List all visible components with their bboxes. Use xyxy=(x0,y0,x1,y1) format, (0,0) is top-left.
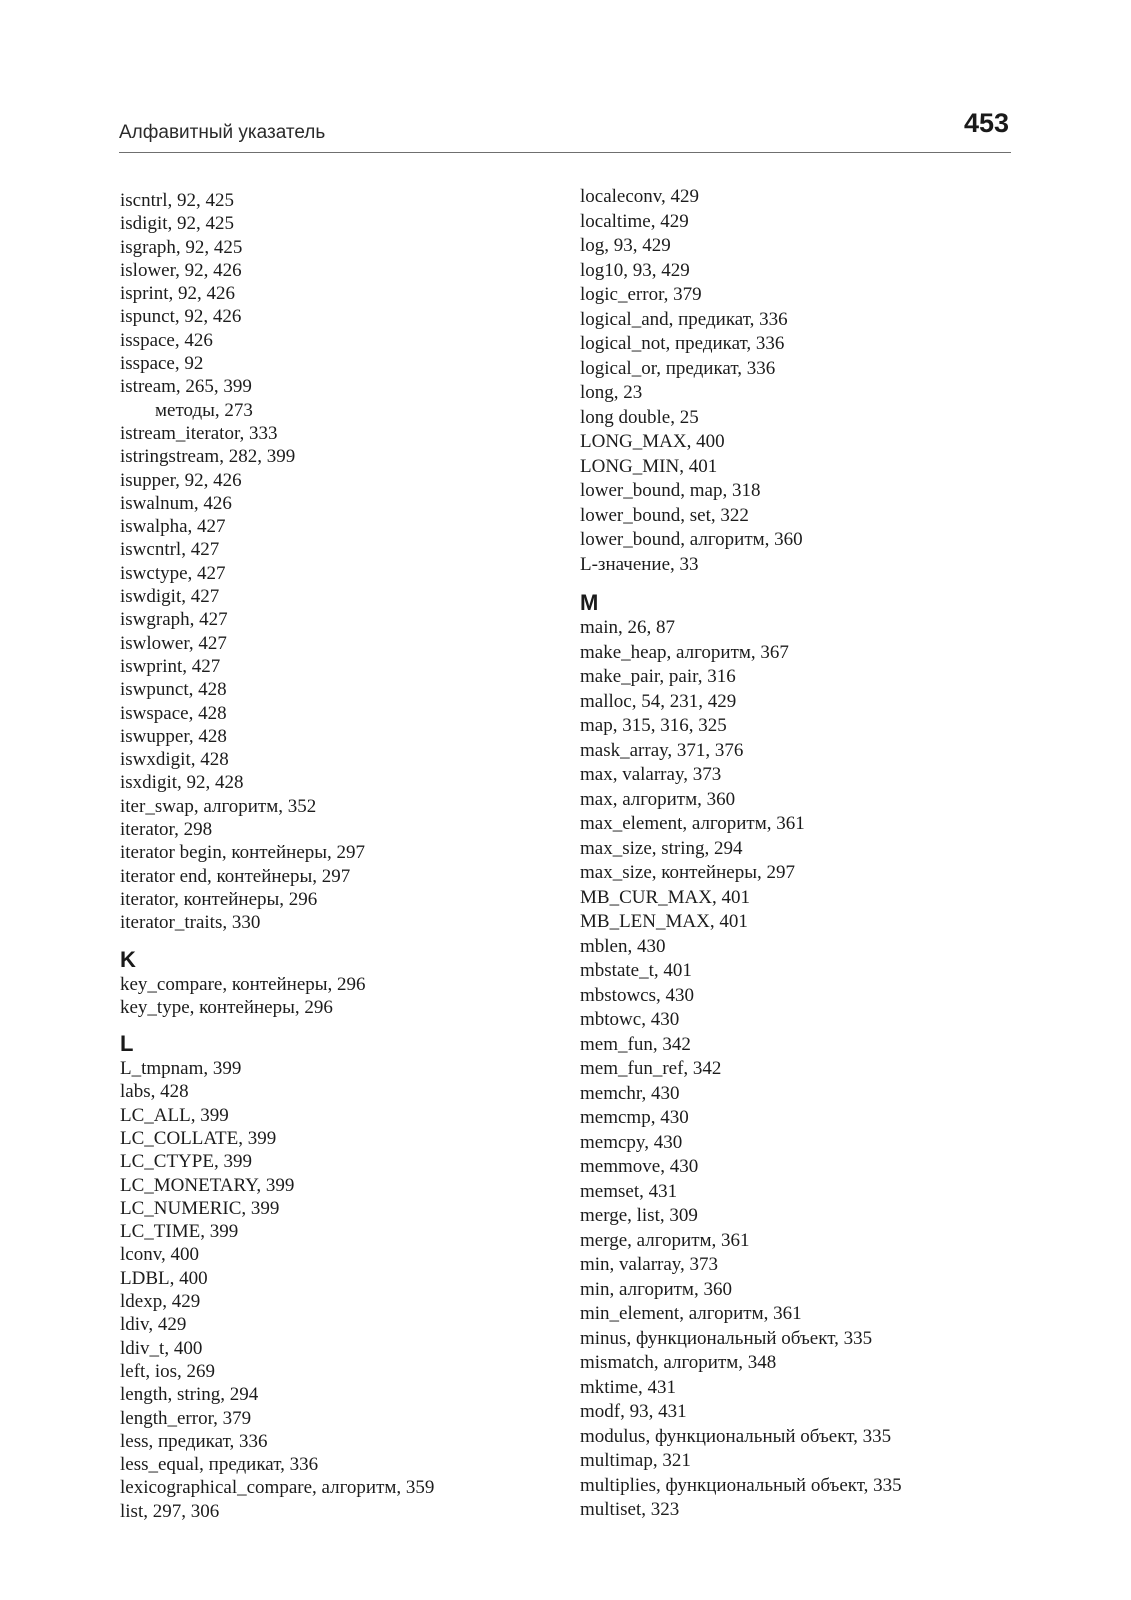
index-entry: MB_LEN_MAX, 401 xyxy=(580,911,748,932)
index-entry: LC_MONETARY, 399 xyxy=(120,1174,295,1196)
index-column-right xyxy=(580,185,1020,1523)
index-entry: make_heap, алгоритм, 367 xyxy=(580,641,789,663)
index-entry: LC_CTYPE, 399 xyxy=(120,1151,252,1173)
index-entry: isupper, 92, 426 xyxy=(120,469,242,491)
index-entry: iswlower, 427 xyxy=(120,632,227,654)
running-title: Алфавитный указатель xyxy=(119,122,326,143)
index-entry: LONG_MAX, 400 xyxy=(580,431,725,452)
index-entry: LONG_MIN, 401 xyxy=(580,455,718,477)
index-letter-heading: K xyxy=(120,946,136,972)
index-entry: minus, функциональный объект, 335 xyxy=(580,1327,873,1349)
index-entry: MB_CUR_MAX, 401 xyxy=(580,886,750,908)
index-entry: less, предикат, 336 xyxy=(120,1430,268,1452)
index-entry: logical_or, предикат, 336 xyxy=(580,357,776,379)
index-entry: min, valarray, 373 xyxy=(580,1254,719,1275)
index-entry: less_equal, предикат, 336 xyxy=(120,1454,319,1476)
index-entry: long, 23 xyxy=(580,382,643,403)
index-entry: mbstate_t, 401 xyxy=(580,960,692,981)
index-entry: iswctype, 427 xyxy=(120,562,226,584)
index-entry: length_error, 379 xyxy=(120,1407,252,1429)
index-entry: iterator_traits, 330 xyxy=(120,912,261,934)
index-entry: isprint, 92, 426 xyxy=(120,283,236,305)
index-entry: max_size, контейнеры, 297 xyxy=(580,862,795,883)
index-entry: L-значение, 33 xyxy=(580,553,699,575)
index-entry: iswxdigit, 428 xyxy=(120,749,229,771)
index-entry: left, ios, 269 xyxy=(120,1360,215,1382)
index-entry: iscntrl, 92, 425 xyxy=(120,190,234,211)
index-entry: lower_bound, алгоритм, 360 xyxy=(580,529,803,550)
index-entry: iswspace, 428 xyxy=(120,702,227,724)
index-entry: LC_ALL, 399 xyxy=(120,1104,229,1126)
index-entry: iswcntrl, 427 xyxy=(120,539,220,561)
index-entry: logical_and, предикат, 336 xyxy=(580,308,788,330)
index-entry: istream_iterator, 333 xyxy=(120,422,278,444)
index-entry: mem_fun, 342 xyxy=(580,1033,691,1055)
index-entry: iswprint, 427 xyxy=(120,655,221,677)
index-entry: ldiv, 429 xyxy=(120,1314,187,1336)
index-entry: multiplies, функциональный объект, 335 xyxy=(580,1474,902,1496)
index-entry: mblen, 430 xyxy=(580,935,666,957)
index-entry: lower_bound, map, 318 xyxy=(580,480,761,501)
index-entry: iswupper, 428 xyxy=(120,725,227,747)
index-entry: mktime, 431 xyxy=(580,1376,677,1398)
index-entry: modulus, функциональный объект, 335 xyxy=(580,1425,892,1447)
index-entry: key_type, контейнеры, 296 xyxy=(120,996,333,1018)
index-entry: isxdigit, 92, 428 xyxy=(120,772,244,794)
index-entry: iswpunct, 428 xyxy=(120,679,227,701)
index-entry: L_tmpnam, 399 xyxy=(120,1058,242,1080)
index-entry: long double, 25 xyxy=(580,406,699,428)
index-entry: merge, list, 309 xyxy=(580,1205,698,1226)
index-entry: mem_fun_ref, 342 xyxy=(580,1058,722,1079)
index-entry: max, алгоритм, 360 xyxy=(580,788,736,810)
index-entry: iterator, 298 xyxy=(120,819,213,841)
index-entry: iterator end, контейнеры, 297 xyxy=(120,865,351,887)
index-entry: ldiv_t, 400 xyxy=(120,1337,203,1359)
index-entry: iswdigit, 427 xyxy=(120,586,220,608)
index-entry: log, 93, 429 xyxy=(580,235,671,256)
index-entry: isspace, 92 xyxy=(120,353,204,375)
index-entry: key_compare, контейнеры, 296 xyxy=(120,973,366,995)
index-entry: iterator begin, контейнеры, 297 xyxy=(120,842,366,864)
index-entry: memmove, 430 xyxy=(580,1156,699,1177)
index-entry: labs, 428 xyxy=(120,1081,189,1103)
index-entry: make_pair, pair, 316 xyxy=(580,666,736,687)
index-entry: map, 315, 316, 325 xyxy=(580,715,727,736)
index-column-left xyxy=(120,189,560,1523)
index-entry: log10, 93, 429 xyxy=(580,259,690,281)
index-subentry: методы, 273 xyxy=(155,399,253,421)
index-entry: LC_TIME, 399 xyxy=(120,1221,239,1243)
index-entry: multimap, 321 xyxy=(580,1450,691,1471)
index-entry: modf, 93, 431 xyxy=(580,1401,687,1422)
index-entry: mbstowcs, 430 xyxy=(580,984,694,1006)
index-entry: islower, 92, 426 xyxy=(120,259,242,281)
page-number: 453 xyxy=(963,108,1009,138)
index-entry: list, 297, 306 xyxy=(120,1500,220,1522)
page-header xyxy=(119,108,1011,153)
index-entry: memcmp, 430 xyxy=(580,1107,689,1128)
index-entry: iterator, контейнеры, 296 xyxy=(120,888,318,910)
index-entry: lconv, 400 xyxy=(120,1244,199,1266)
index-letter-heading: L xyxy=(120,1031,134,1057)
index-entry: isgraph, 92, 425 xyxy=(120,236,243,258)
index-entry: mask_array, 371, 376 xyxy=(580,739,744,761)
index-entry: mbtowc, 430 xyxy=(580,1009,680,1030)
index-entry: LC_NUMERIC, 399 xyxy=(120,1197,280,1219)
index-entry: istringstream, 282, 399 xyxy=(120,446,296,468)
index-entry: max, valarray, 373 xyxy=(580,764,722,785)
index-entry: localtime, 429 xyxy=(580,210,689,232)
index-entry: iswalnum, 426 xyxy=(120,492,232,514)
index-entry: logic_error, 379 xyxy=(580,284,702,305)
index-letter-heading: M xyxy=(580,590,599,615)
index-entry: length, string, 294 xyxy=(120,1384,259,1406)
index-entry: malloc, 54, 231, 429 xyxy=(580,690,737,712)
index-entry: ispunct, 92, 426 xyxy=(120,306,242,328)
index-entry: min_element, алгоритм, 361 xyxy=(580,1303,802,1324)
index-entry: multiset, 323 xyxy=(580,1499,680,1520)
index-entry: logical_not, предикат, 336 xyxy=(580,333,785,354)
index-entry: max_element, алгоритм, 361 xyxy=(580,813,805,834)
index-entry: iswgraph, 427 xyxy=(120,609,228,631)
index-entry: isdigit, 92, 425 xyxy=(120,213,235,235)
index-entry: merge, алгоритм, 361 xyxy=(580,1229,750,1251)
index-entry: iswalpha, 427 xyxy=(120,516,226,538)
index-entry: ldexp, 429 xyxy=(120,1291,201,1313)
index-entry: istream, 265, 399 xyxy=(120,376,252,398)
index-entry: lexicographical_compare, алгоритм, 359 xyxy=(120,1477,435,1499)
index-entry: isspace, 426 xyxy=(120,329,213,351)
index-entry: memchr, 430 xyxy=(580,1082,680,1104)
index-entry: iter_swap, алгоритм, 352 xyxy=(120,795,317,817)
index-entry: memset, 431 xyxy=(580,1180,678,1202)
index-entry: mismatch, алгоритм, 348 xyxy=(580,1352,777,1373)
index-entry: max_size, string, 294 xyxy=(580,837,743,859)
index-entry: LC_COLLATE, 399 xyxy=(120,1127,277,1149)
index-entry: LDBL, 400 xyxy=(120,1267,208,1289)
index-entry: localeconv, 429 xyxy=(580,186,700,207)
index-entry: lower_bound, set, 322 xyxy=(580,504,749,526)
index-entry: memcpy, 430 xyxy=(580,1131,683,1153)
index-entry: main, 26, 87 xyxy=(580,617,675,638)
index-entry: min, алгоритм, 360 xyxy=(580,1278,732,1300)
